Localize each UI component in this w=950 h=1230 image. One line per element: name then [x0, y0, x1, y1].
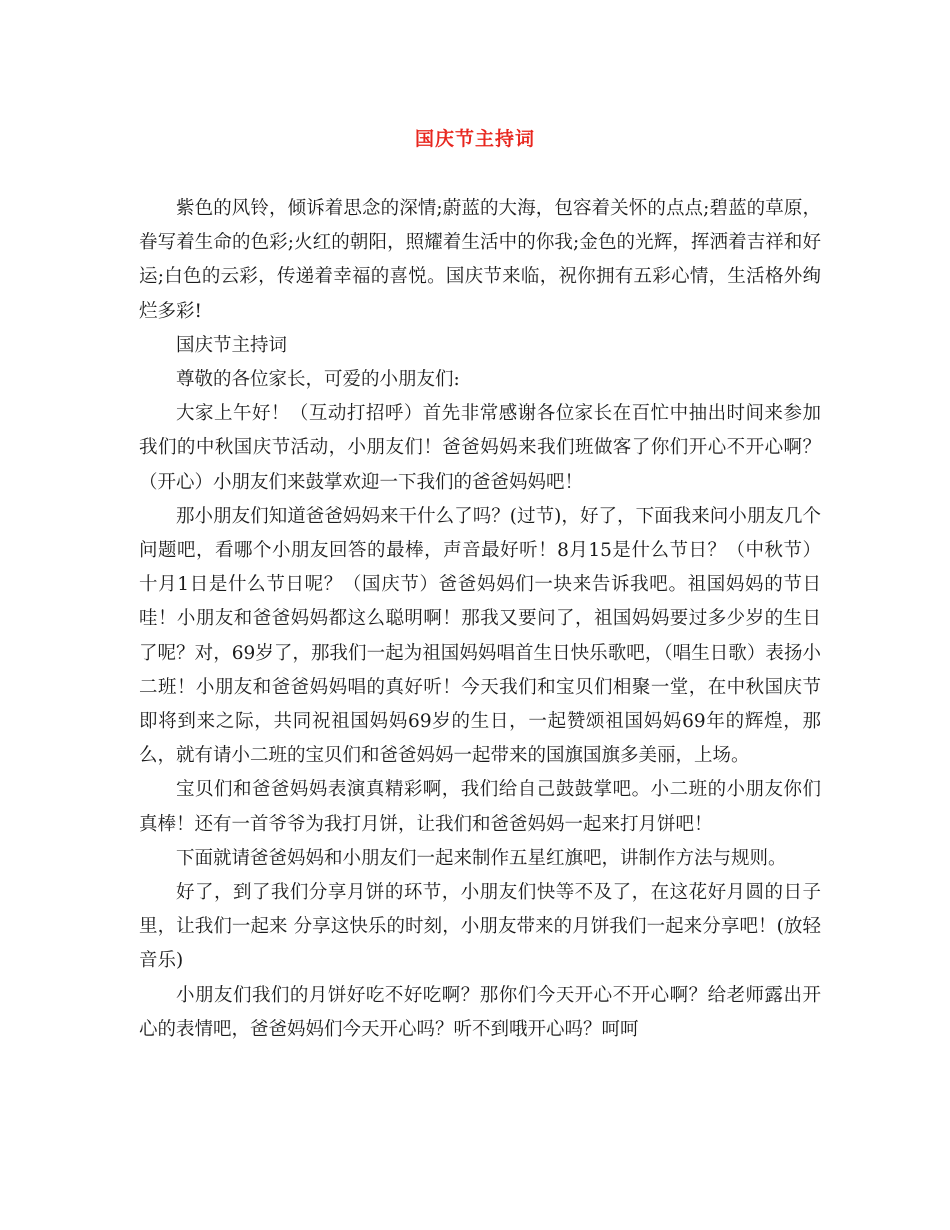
- paragraph: 紫色的风铃，倾诉着思念的深情;蔚蓝的大海，包容着关怀的点点;碧蓝的草原，眷写着生命的色彩;火红的朝阳，照耀着生活中的你我;金色的光辉，挥洒着吉祥和好运;白色的云彩，传递着幸福的喜悦。国庆节来临，祝你拥有五彩心情，生活格外绚烂多彩!: [139, 198, 821, 322]
- paragraph: 那小朋友们知道爸爸妈妈来干什么了吗？(过节)，好了，下面我来问小朋友几个问题吧，看哪个小朋友回答的最棒，声音最好听！8月15是什么节日？（中秋节）十月1日是什么节日呢？（国庆节）爸爸妈妈们一块来告诉我吧。祖国妈妈的节日哇！小朋友和爸爸妈妈都这么聪明啊！那我又要问了，祖国妈妈要过多少岁的生日了呢？对，69岁了，那我们一起为祖国妈妈唱首生日快乐歌吧，（唱生日歌）表扬小二班！小朋友和爸爸妈妈唱的真好听！今天我们和宝贝们相聚一堂，在中秋国庆节即将到来之际，共同祝祖国妈妈69岁的生日，一起赞颂祖国妈妈69年的辉煌，那么，就有请小二班的宝贝们和爸爸妈妈一起带来的国旗国旗多美丽，上场。: [139, 505, 821, 767]
- paragraph: 大家上午好！（互动打招呼）首先非常感谢各位家长在百忙中抽出时间来参加我们的中秋国庆节活动，小朋友们！爸爸妈妈来我们班做客了你们开心不开心啊？（开心）小朋友们来鼓掌欢迎一下我们的爸爸妈妈吧！: [139, 403, 821, 493]
- paragraph: 好了，到了我们分享月饼的环节，小朋友们快等不及了，在这花好月圆的日子里，让我们一起来 分享这快乐的时刻，小朋友带来的月饼我们一起来分享吧！(放轻音乐): [139, 882, 821, 972]
- paragraph: 尊敬的各位家长，可爱的小朋友们:: [176, 369, 460, 391]
- paragraph: 国庆节主持词: [176, 334, 288, 356]
- document-body: [139, 192, 821, 1047]
- document-title: 国庆节主持词: [414, 128, 535, 150]
- paragraph: 下面就请爸爸妈妈和小朋友们一起来制作五星红旗吧，讲制作方法与规则。: [176, 847, 787, 869]
- paragraph: 小朋友们我们的月饼好吃不好吃啊？那你们今天开心不开心啊？给老师露出开心的表情吧，爸爸妈妈们今天开心吗？听不到哦开心吗？呵呵: [139, 984, 821, 1040]
- paragraph: 宝贝们和爸爸妈妈表演真精彩啊，我们给自己鼓鼓掌吧。小二班的小朋友你们真棒！还有一首爷爷为我打月饼，让我们和爸爸妈妈一起来打月饼吧！: [139, 779, 821, 835]
